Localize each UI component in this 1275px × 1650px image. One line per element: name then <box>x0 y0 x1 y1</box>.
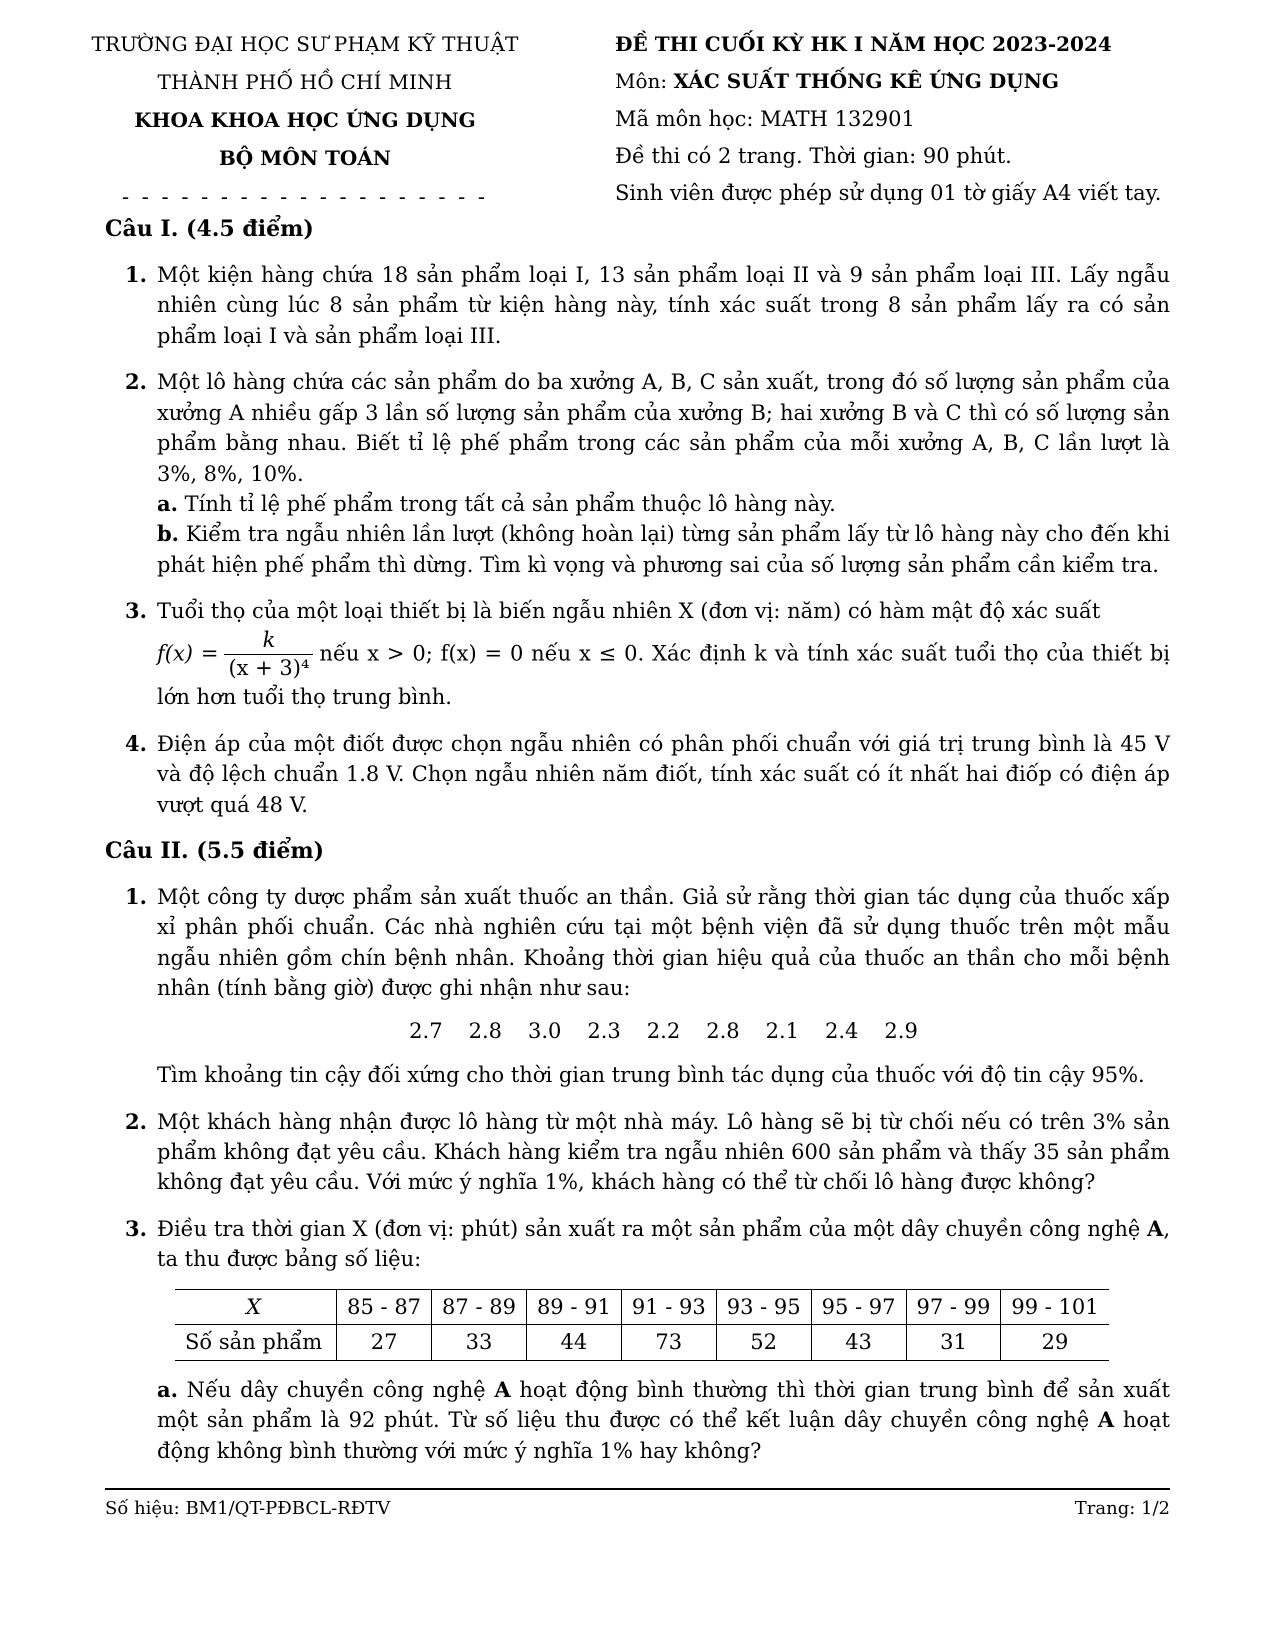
question-2-3 <box>105 1214 1170 1466</box>
text-segment: hoạt động bình thường thì thời gian trung bình để sản xuất một sản phẩm là 92 phút. Từ số liệu thu được có thể kết luận dây chuyền công nghệ <box>157 1377 1170 1433</box>
text-segment: , ta thu được bảng số liệu: <box>157 1216 1170 1272</box>
institution-block <box>75 30 535 220</box>
city-name: THÀNH PHỐ HỒ CHÍ MINH <box>157 70 453 94</box>
question-text: Một lô hàng chứa các sản phẩm do ba xưởng A, B, C sản xuất, trong đó số lượng sản phẩm của xưởng A nhiều gấp 3 lần số lượng sản phẩm của xưởng B; hai xưởng B và C thì có số lượng sản phẩm bằng nhau. Biết tỉ lệ phế phẩm trong các sản phẩm của mỗi xưởng A, B, C lần lượt là 3%, 8%, 10%. <box>157 370 1170 486</box>
table-row <box>175 1289 1109 1324</box>
section-2-title: Câu II. (5.5 điểm) <box>105 838 325 865</box>
question-text: Tuổi thọ của một loại thiết bị là biến ngẫu nhiên X (đơn vị: năm) có hàm mật độ xác suất <box>157 599 1101 624</box>
question-1-4 <box>105 729 1170 820</box>
table-cell: 87 - 89 <box>432 1289 527 1324</box>
table-row <box>175 1325 1109 1360</box>
exam-subject <box>615 67 1215 104</box>
section-1-title: Câu I. (4.5 điểm) <box>105 216 314 242</box>
page-number: Trang: 1/2 <box>1074 1498 1170 1519</box>
data-value: 2.2 <box>646 1018 681 1043</box>
table-header-cell: X <box>175 1289 337 1324</box>
data-value: 2.3 <box>587 1018 621 1043</box>
sample-data <box>157 1016 1170 1046</box>
table-cell: 44 <box>526 1325 621 1360</box>
subquestion-label: a. <box>157 1376 178 1402</box>
course-code: Mã môn học: MATH 132901 <box>615 107 915 131</box>
question-number: 2. <box>125 1108 147 1134</box>
question-number: 3. <box>125 598 147 624</box>
question-number: 3. <box>125 1215 147 1241</box>
technology-label: A <box>494 1376 511 1402</box>
text-segment: Nếu dây chuyền công nghệ <box>177 1377 495 1402</box>
question-text: Một khách hàng nhận được lô hàng từ một nhà máy. Lô hàng sẽ bị từ chối nếu có trên 3% sản phẩm không đạt yêu cầu. Khách hàng kiểm tra ngẫu nhiên 600 sản phẩm và thấy 35 sản phẩm không đạt yêu cầu. Với mức ý nghĩa 1%, khách hàng có thể từ chối lô hàng được không? <box>157 1109 1170 1195</box>
exam-info-block <box>615 30 1215 215</box>
subquestion-a <box>157 489 1170 519</box>
exam-note: Sinh viên được phép sử dụng 01 tờ giấy A4 viết tay. <box>615 181 1162 205</box>
question-1-2 <box>105 367 1170 580</box>
table-header-cell: Số sản phẩm <box>175 1325 337 1360</box>
data-value: 2.8 <box>706 1018 740 1043</box>
table-cell: 33 <box>432 1325 527 1360</box>
technology-label: A <box>1147 1215 1164 1241</box>
fraction-denominator: (x + 3)⁴ <box>228 656 310 680</box>
table-cell: 95 - 97 <box>811 1289 906 1324</box>
university-name: TRƯỜNG ĐẠI HỌC SƯ PHẠM KỸ THUẬT <box>91 32 519 56</box>
data-value: 2.4 <box>825 1018 859 1043</box>
section-2-questions <box>105 882 1170 1466</box>
subquestion-a <box>157 1375 1170 1466</box>
faculty-name: KHOA KHOA HỌC ỨNG DỤNG <box>134 108 476 132</box>
question-text: Một kiện hàng chứa 18 sản phẩm loại I, 13 sản phẩm loại II và 9 sản phẩm loại III. Lấy ngẫu nhiên cùng lúc 8 sản phẩm từ kiện hàng này, tính xác suất trong 8 sản phẩm lấy ra có sản phẩm loại I và sản phẩm loại III. <box>157 262 1170 348</box>
question-1-3 <box>105 596 1170 712</box>
technology-label: A <box>1097 1407 1115 1433</box>
question-number: 2. <box>125 369 147 395</box>
data-value: 2.1 <box>765 1018 800 1043</box>
subquestion-b <box>157 519 1170 580</box>
text-segment: hoạt động không bình thường với mức ý nghĩa 1% hay không? <box>157 1408 1170 1463</box>
subquestion-label: b. <box>157 521 179 547</box>
density-function <box>157 627 1170 713</box>
question-2-1 <box>105 882 1170 1091</box>
table-cell: 97 - 99 <box>906 1289 1001 1324</box>
question-number: 1. <box>125 261 147 287</box>
section-1-questions <box>105 260 1170 820</box>
subquestion-text: Tính tỉ lệ phế phẩm trong tất cả sản phẩm thuộc lô hàng này. <box>177 491 836 516</box>
table-cell: 91 - 93 <box>621 1289 716 1324</box>
table-cell: 73 <box>621 1325 716 1360</box>
subquestion-label: a. <box>157 490 178 516</box>
question-1-1 <box>105 260 1170 351</box>
text-segment: Điều tra thời gian X (đơn vị: phút) sản xuất ra một sản phẩm của một dây chuyền công nghệ <box>157 1216 1148 1241</box>
question-number: 4. <box>125 730 147 756</box>
table-cell: 89 - 91 <box>526 1289 621 1324</box>
page-footer <box>105 1488 1170 1519</box>
header-divider: - - - - - - - - - - - - - - - - - - - <box>122 185 488 209</box>
exam-duration: Đề thi có 2 trang. Thời gian: 90 phút. <box>615 144 1012 168</box>
question-text: Điện áp của một điốt được chọn ngẫu nhiên có phân phối chuẩn với giá trị trung bình là 45 V và độ lệch chuẩn 1.8 V. Chọn ngẫu nhiên năm điốt, tính xác suất có ít nhất hai điốp có điện áp vượt quá 48 V. <box>157 731 1170 817</box>
table-cell: 99 - 101 <box>1001 1289 1109 1324</box>
question-text <box>157 1214 1170 1275</box>
question-text-continued: Tìm khoảng tin cậy đối xứng cho thời gian trung bình tác dụng của thuốc với độ tin cậy 95%. <box>157 1063 1145 1088</box>
fraction <box>224 627 313 683</box>
exam-title: ĐỀ THI CUỐI KỲ HK I NĂM HỌC 2023-2024 <box>615 32 1112 56</box>
subject-name: XÁC SUẤT THỐNG KÊ ỨNG DỤNG <box>673 69 1059 93</box>
department-name: BỘ MÔN TOÁN <box>218 146 392 170</box>
document-code: Số hiệu: BM1/QT-PĐBCL-RĐTV <box>105 1498 391 1519</box>
table-cell: 43 <box>811 1325 906 1360</box>
question-text: Một công ty dược phẩm sản xuất thuốc an thần. Giả sử rằng thời gian tác dụng của thuốc xấp xỉ phân phối chuẩn. Các nhà nghiên cứu tại một bệnh viện đã sử dụng thuốc trên một mẫu ngẫu nhiên gồm chín bệnh nhân. Khoảng thời gian hiệu quả của thuốc an thần cho mỗi bệnh nhân (tính bằng giờ) được ghi nhận như sau: <box>157 884 1170 1001</box>
exam-header <box>75 30 1200 210</box>
subject-prefix: Môn: <box>615 69 674 93</box>
data-value: 2.7 <box>409 1018 443 1043</box>
table-cell: 52 <box>716 1325 811 1360</box>
function-name: f(x) = <box>157 641 219 665</box>
data-value: 2.8 <box>468 1018 502 1043</box>
question-2-2 <box>105 1107 1170 1198</box>
exam-content <box>105 214 1170 1482</box>
table-cell: 27 <box>337 1325 432 1360</box>
question-number: 1. <box>125 883 147 909</box>
subquestion-text: Kiểm tra ngẫu nhiên lần lượt (không hoàn lại) từng sản phẩm lấy từ lô hàng này cho đến khi phát hiện phế phẩm thì dừng. Tìm kì vọng và phương sai của số lượng sản phẩm cần kiểm tra. <box>157 522 1170 577</box>
table-cell: 93 - 95 <box>716 1289 811 1324</box>
frequency-table <box>175 1289 1109 1361</box>
table-cell: 29 <box>1001 1325 1109 1360</box>
data-value: 3.0 <box>527 1018 562 1043</box>
table-cell: 85 - 87 <box>337 1289 432 1324</box>
question-text-continued: nếu x > 0; f(x) = 0 nếu x ≤ 0. Xác định k và tính xác suất tuổi thọ của thiết bị lớn hơn tuổi thọ trung bình. <box>157 641 1170 710</box>
data-value: 2.9 <box>884 1018 918 1043</box>
table-cell: 31 <box>906 1325 1001 1360</box>
fraction-numerator: k <box>224 627 313 655</box>
